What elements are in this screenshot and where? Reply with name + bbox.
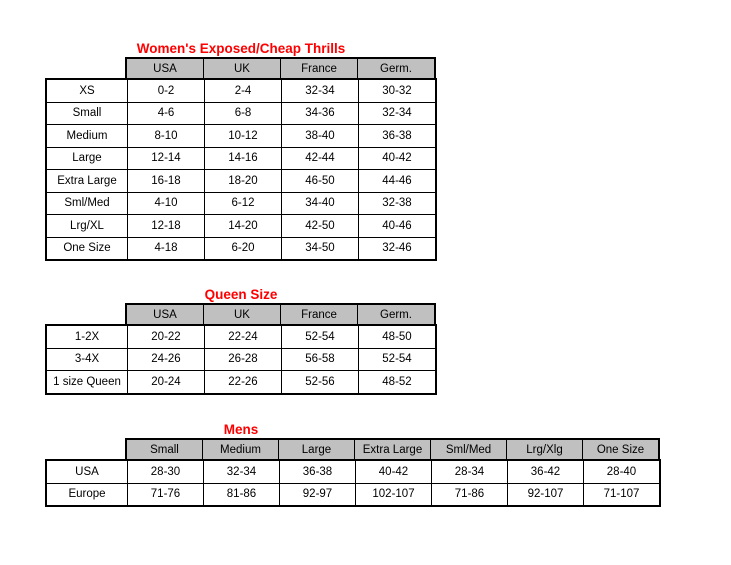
size-value-cell: 34-40 bbox=[281, 193, 358, 215]
size-value-cell: 22-24 bbox=[204, 326, 281, 348]
size-value-cell: 32-38 bbox=[358, 193, 435, 215]
table-row bbox=[47, 169, 435, 192]
size-value-cell: 28-30 bbox=[127, 461, 203, 483]
row-label: Lrg/XL bbox=[70, 219, 104, 232]
column-header: Sml/Med bbox=[430, 440, 506, 459]
mens-chart-table bbox=[45, 459, 661, 507]
mens-chart-title: Mens bbox=[223, 422, 259, 437]
size-value-cell: 52-56 bbox=[281, 371, 358, 393]
size-value-cell: 32-34 bbox=[281, 80, 358, 102]
size-value-cell: 56-58 bbox=[281, 349, 358, 371]
size-value-cell: 4-6 bbox=[127, 103, 204, 125]
size-value-cell: 32-34 bbox=[358, 103, 435, 125]
size-value-cell: 42-50 bbox=[281, 215, 358, 237]
size-value-cell: 34-36 bbox=[281, 103, 358, 125]
row-label: XS bbox=[79, 84, 95, 97]
size-value-cell: 42-44 bbox=[281, 148, 358, 170]
size-value-cell: 40-42 bbox=[355, 461, 431, 483]
size-value-cell: 52-54 bbox=[281, 326, 358, 348]
column-header: Germ. bbox=[357, 305, 434, 324]
size-value-cell: 2-4 bbox=[204, 80, 281, 102]
size-value-cell: 32-46 bbox=[358, 238, 435, 260]
table-row bbox=[47, 326, 435, 348]
size-value-cell: 12-18 bbox=[127, 215, 204, 237]
size-value-cell: 34-50 bbox=[281, 238, 358, 260]
table-row bbox=[47, 461, 659, 483]
size-value-cell: 10-12 bbox=[204, 125, 281, 147]
size-value-cell: 26-28 bbox=[204, 349, 281, 371]
size-value-cell: 22-26 bbox=[204, 371, 281, 393]
row-label: Medium bbox=[66, 129, 108, 142]
table-row bbox=[47, 80, 435, 102]
size-value-cell: 92-107 bbox=[507, 484, 583, 506]
size-value-cell: 71-107 bbox=[583, 484, 659, 506]
size-value-cell: 4-18 bbox=[127, 238, 204, 260]
row-label: 1 size Queen bbox=[53, 375, 121, 388]
column-header: Lrg/Xlg bbox=[506, 440, 582, 459]
size-value-cell: 24-26 bbox=[127, 349, 204, 371]
size-value-cell: 20-22 bbox=[127, 326, 204, 348]
womens-chart-title: Women's Exposed/Cheap Thrills bbox=[136, 41, 346, 56]
size-value-cell: 46-50 bbox=[281, 170, 358, 192]
table-row bbox=[47, 237, 435, 260]
size-value-cell: 20-24 bbox=[127, 371, 204, 393]
size-value-cell: 32-34 bbox=[203, 461, 279, 483]
size-value-cell: 8-10 bbox=[127, 125, 204, 147]
size-value-cell: 18-20 bbox=[204, 170, 281, 192]
table-row bbox=[47, 214, 435, 237]
column-header: One Size bbox=[582, 440, 658, 459]
table-row bbox=[47, 370, 435, 393]
size-value-cell: 102-107 bbox=[355, 484, 431, 506]
queen-chart-table bbox=[45, 324, 437, 395]
row-label: USA bbox=[75, 465, 99, 478]
size-value-cell: 6-8 bbox=[204, 103, 281, 125]
size-value-cell: 92-97 bbox=[279, 484, 355, 506]
size-value-cell: 52-54 bbox=[358, 349, 435, 371]
size-value-cell: 38-40 bbox=[281, 125, 358, 147]
table-row bbox=[47, 147, 435, 170]
column-header: Germ. bbox=[357, 59, 434, 78]
row-label: Sml/Med bbox=[64, 197, 110, 210]
column-header: Small bbox=[127, 440, 202, 459]
size-value-cell: 40-46 bbox=[358, 215, 435, 237]
column-header: UK bbox=[203, 59, 280, 78]
size-value-cell: 36-42 bbox=[507, 461, 583, 483]
size-value-cell: 36-38 bbox=[358, 125, 435, 147]
mens-chart-header-row bbox=[125, 438, 660, 459]
column-header: USA bbox=[127, 305, 203, 324]
size-value-cell: 12-14 bbox=[127, 148, 204, 170]
size-value-cell: 71-86 bbox=[431, 484, 507, 506]
size-value-cell: 0-2 bbox=[127, 80, 204, 102]
size-value-cell: 14-16 bbox=[204, 148, 281, 170]
row-label: 1-2X bbox=[74, 330, 100, 343]
size-value-cell: 71-76 bbox=[127, 484, 203, 506]
size-value-cell: 16-18 bbox=[127, 170, 204, 192]
queen-chart-header-row bbox=[125, 303, 436, 324]
column-header: Extra Large bbox=[354, 440, 430, 459]
row-label: 3-4X bbox=[74, 353, 100, 366]
table-row bbox=[47, 483, 659, 506]
size-value-cell: 14-20 bbox=[204, 215, 281, 237]
womens-size-chart-section bbox=[45, 41, 731, 261]
size-value-cell: 48-50 bbox=[358, 326, 435, 348]
row-label: Extra Large bbox=[57, 174, 117, 187]
womens-chart-header-row bbox=[125, 57, 436, 78]
queen-chart-title: Queen Size bbox=[204, 287, 278, 302]
table-row bbox=[47, 192, 435, 215]
size-value-cell: 48-52 bbox=[358, 371, 435, 393]
size-value-cell: 28-40 bbox=[583, 461, 659, 483]
size-value-cell: 28-34 bbox=[431, 461, 507, 483]
size-value-cell: 36-38 bbox=[279, 461, 355, 483]
size-value-cell: 6-12 bbox=[204, 193, 281, 215]
mens-size-chart-section bbox=[45, 422, 731, 507]
size-value-cell: 30-32 bbox=[358, 80, 435, 102]
column-header: UK bbox=[203, 305, 280, 324]
column-header: France bbox=[280, 305, 357, 324]
size-value-cell: 40-42 bbox=[358, 148, 435, 170]
table-row bbox=[47, 124, 435, 147]
table-row bbox=[47, 348, 435, 371]
row-label: One Size bbox=[63, 242, 111, 255]
row-label: Large bbox=[72, 152, 102, 165]
column-header: USA bbox=[127, 59, 203, 78]
size-value-cell: 81-86 bbox=[203, 484, 279, 506]
queen-size-chart-section bbox=[45, 287, 731, 395]
column-header: Large bbox=[278, 440, 354, 459]
row-label: Small bbox=[72, 107, 102, 120]
size-value-cell: 6-20 bbox=[204, 238, 281, 260]
row-label: Europe bbox=[68, 488, 106, 501]
size-value-cell: 4-10 bbox=[127, 193, 204, 215]
column-header: France bbox=[280, 59, 357, 78]
table-row bbox=[47, 102, 435, 125]
column-header: Medium bbox=[202, 440, 278, 459]
size-value-cell: 44-46 bbox=[358, 170, 435, 192]
womens-chart-table bbox=[45, 78, 437, 261]
